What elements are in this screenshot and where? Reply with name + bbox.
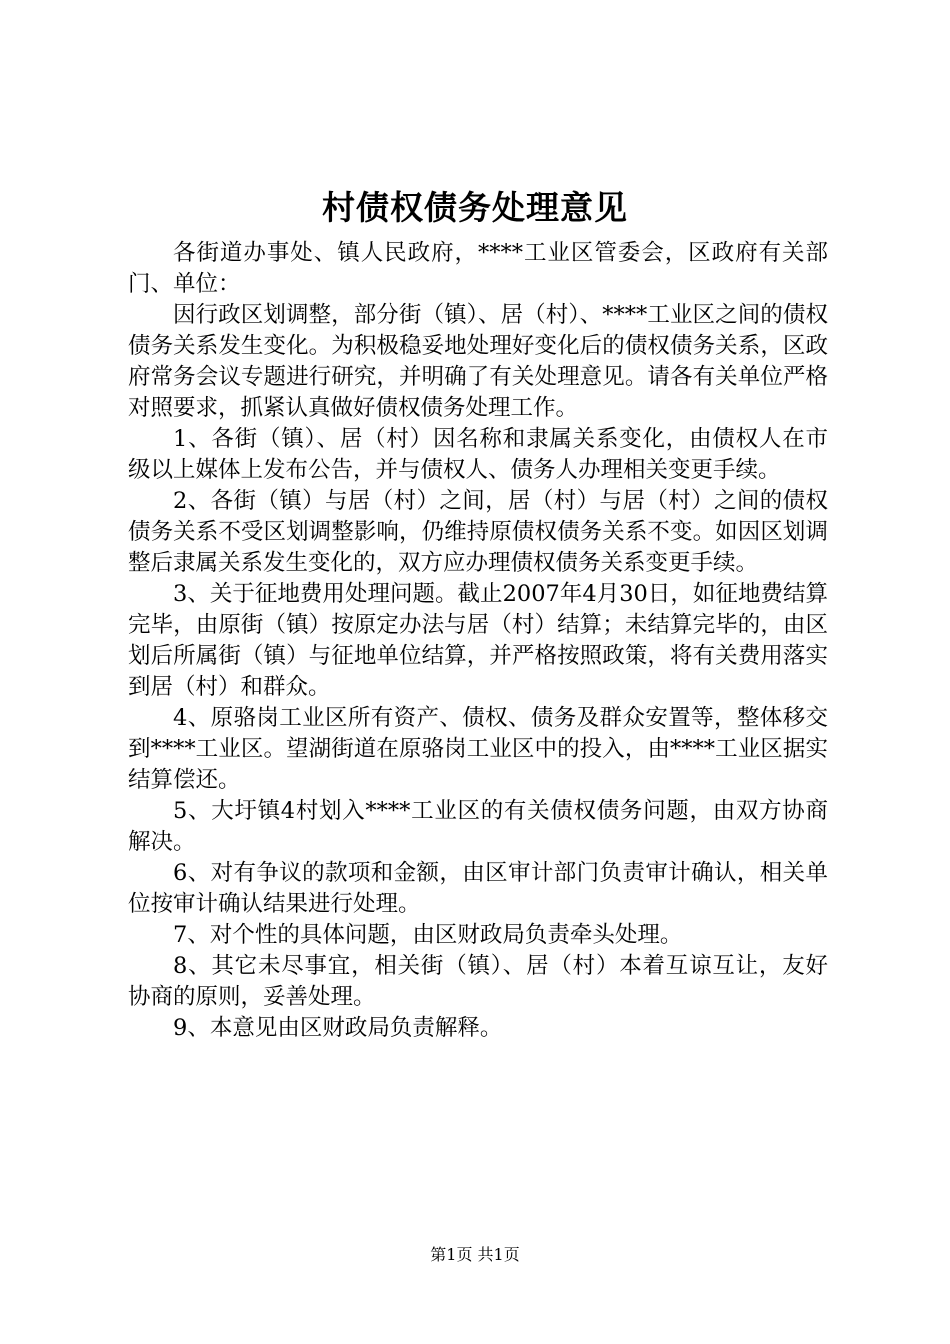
item-paragraph-3: 3、关于征地费用处理问题。截止2007年4月30日，如征地费结算完毕，由原街（镇）按原定办法与居（村）结算；未结算完毕的，由区划后所属街（镇）与征地单位结算，并严格按照政策，将有关费用落实到居（村）和群众。 — [128, 581, 828, 700]
item-paragraph-2: 2、各街（镇）与居（村）之间，居（村）与居（村）之间的债权债务关系不受区划调整影响，仍维持原债权债务关系不变。如因区划调整后隶属关系发生变化的，双方应办理债权债务关系变更手续。 — [128, 488, 828, 576]
item-paragraph-6: 6、对有争议的款项和金额，由区审计部门负责审计确认，相关单位按审计确认结果进行处理。 — [128, 860, 828, 917]
page-number-footer: 第1页 共1页 — [430, 1245, 520, 1264]
document-body — [128, 238, 828, 1044]
intro-paragraph: 因行政区划调整，部分街（镇）、居（村）、****工业区之间的债权债务关系发生变化。为积极稳妥地处理好变化后的债权债务关系，区政府常务会议专题进行研究，并明确了有关处理意见。请各有关单位严格对照要求，抓紧认真做好债权债务处理工作。 — [128, 302, 828, 421]
item-paragraph-5: 5、大圩镇4村划入****工业区的有关债权债务问题，由双方协商解决。 — [128, 798, 828, 855]
item-paragraph-9: 9、本意见由区财政局负责解释。 — [173, 1015, 503, 1041]
item-paragraph-8: 8、其它未尽事宜，相关街（镇）、居（村）本着互谅互让，友好协商的原则，妥善处理。 — [128, 953, 828, 1010]
salutation-paragraph: 各街道办事处、镇人民政府，****工业区管委会，区政府有关部门、单位： — [128, 240, 828, 297]
item-paragraph-7: 7、对个性的具体问题，由区财政局负责牵头处理。 — [173, 922, 683, 948]
document-title: 村债权债务处理意见 — [322, 188, 628, 227]
item-paragraph-1: 1、各街（镇）、居（村）因名称和隶属关系变化，由债权人在市级以上媒体上发布公告，并与债权人、债务人办理相关变更手续。 — [128, 426, 828, 483]
item-paragraph-4: 4、原骆岗工业区所有资产、债权、债务及群众安置等，整体移交到****工业区。望湖街道在原骆岗工业区中的投入，由****工业区据实结算偿还。 — [128, 705, 828, 793]
